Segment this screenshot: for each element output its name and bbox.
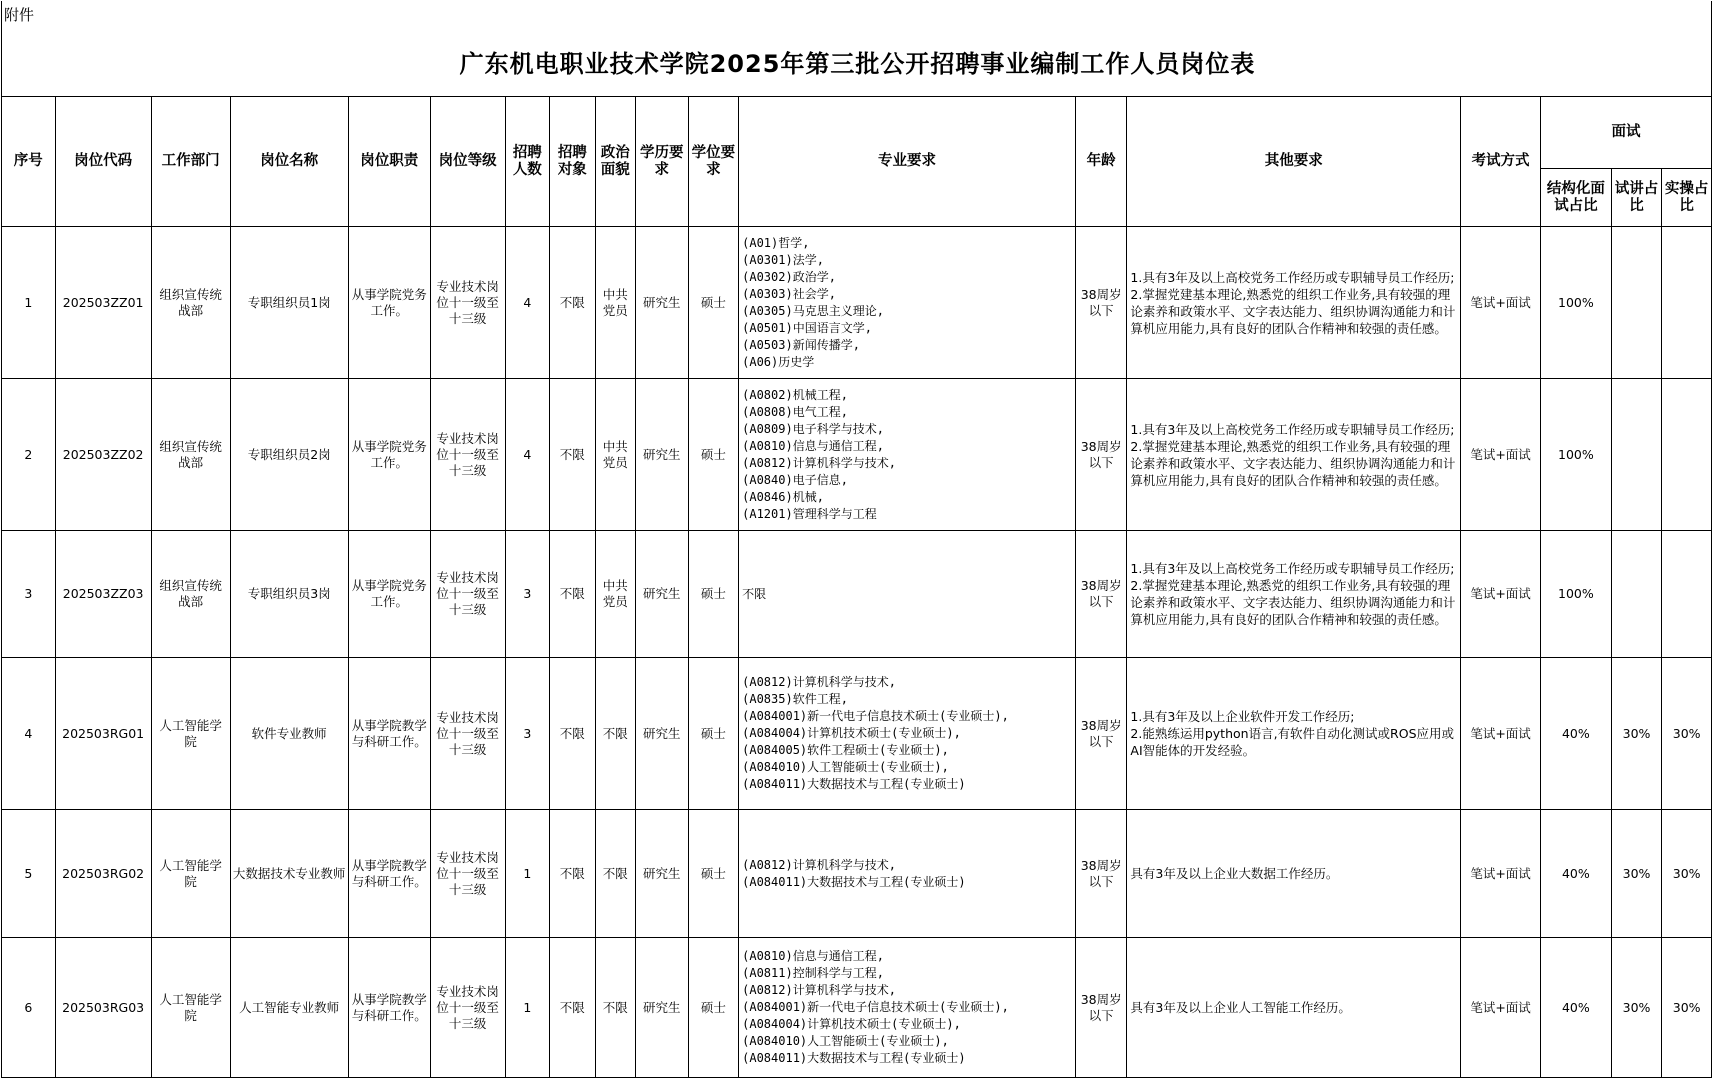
cell-practical: 30% xyxy=(1662,810,1712,938)
attachment-label: 附件 xyxy=(4,6,35,24)
cell-grade: 专业技术岗位十一级至十三级 xyxy=(430,531,505,658)
cell-major-line: (A084005)软件工程硕士(专业硕士), xyxy=(742,743,949,757)
cell-other-line: 具有3年及以上企业人工智能工作经历。 xyxy=(1130,1000,1351,1015)
cell-major-line: (A0846)机械, xyxy=(742,489,824,504)
cell-practical: 30% xyxy=(1662,658,1712,810)
cell-age: 38周岁以下 xyxy=(1075,531,1127,658)
header-seq: 序号 xyxy=(2,97,56,227)
cell-count: 1 xyxy=(505,810,549,938)
cell-exam: 笔试+面试 xyxy=(1461,658,1541,810)
cell-age: 38周岁以下 xyxy=(1075,379,1127,531)
cell-target: 不限 xyxy=(550,810,596,938)
cell-structured: 100% xyxy=(1541,531,1612,658)
cell-education: 研究生 xyxy=(636,810,689,938)
cell-major-line: (A01)哲学, xyxy=(742,235,810,250)
cell-major xyxy=(739,810,1076,938)
header-structured: 结构化面试占比 xyxy=(1541,169,1612,227)
cell-name: 专职组织员3岗 xyxy=(230,531,348,658)
cell-degree: 硕士 xyxy=(688,379,739,531)
cell-age: 38周岁以下 xyxy=(1075,227,1127,379)
cell-code: 202503ZZ02 xyxy=(55,379,151,531)
cell-degree: 硕士 xyxy=(688,658,739,810)
cell-grade: 专业技术岗位十一级至十三级 xyxy=(430,938,505,1078)
cell-age: 38周岁以下 xyxy=(1075,658,1127,810)
cell-exam: 笔试+面试 xyxy=(1461,938,1541,1078)
cell-major-line: (A084004)计算机技术硕士(专业硕士), xyxy=(742,726,961,740)
cell-dept: 人工智能学院 xyxy=(151,810,230,938)
cell-seq: 5 xyxy=(2,810,56,938)
cell-major xyxy=(739,938,1076,1078)
cell-other xyxy=(1127,938,1461,1078)
cell-political: 中共党员 xyxy=(595,227,635,379)
cell-other xyxy=(1127,658,1461,810)
cell-other-line: 2.能熟练运用python语言,有软件自动化测试或ROS应用或AI智能体的开发经验。 xyxy=(1130,726,1455,758)
cell-duty: 从事学院党务工作。 xyxy=(348,379,430,531)
table-row xyxy=(2,227,1712,379)
cell-major-line: (A0301)法学, xyxy=(742,252,824,267)
cell-structured: 40% xyxy=(1541,938,1612,1078)
cell-exam: 笔试+面试 xyxy=(1461,531,1541,658)
header-duty: 岗位职责 xyxy=(348,97,430,227)
cell-lecture xyxy=(1611,379,1662,531)
cell-structured: 40% xyxy=(1541,810,1612,938)
cell-other-line: 2.掌握党建基本理论,熟悉党的组织工作业务,具有较强的理论素养和政策水平、文字表达能力、组织协调沟通能力和计算机应用能力,具有良好的团队合作精神和较强的责任感。 xyxy=(1130,578,1456,627)
table-body xyxy=(2,227,1712,1078)
cell-major-line: (A0812)计算机科学与技术, xyxy=(742,675,896,689)
cell-dept: 人工智能学院 xyxy=(151,658,230,810)
cell-degree: 硕士 xyxy=(688,531,739,658)
cell-code: 202503RG01 xyxy=(55,658,151,810)
cell-major-line: 不限 xyxy=(742,586,767,601)
cell-practical: 30% xyxy=(1662,938,1712,1078)
cell-code: 202503ZZ01 xyxy=(55,227,151,379)
cell-lecture: 30% xyxy=(1611,938,1662,1078)
cell-other-line: 1.具有3年及以上高校党务工作经历或专职辅导员工作经历; xyxy=(1130,269,1455,285)
cell-major-line: (A1201)管理科学与工程 xyxy=(742,506,877,521)
cell-major xyxy=(739,531,1076,658)
cell-target: 不限 xyxy=(550,227,596,379)
header-major: 专业要求 xyxy=(739,97,1076,227)
cell-other xyxy=(1127,531,1461,658)
cell-structured: 40% xyxy=(1541,658,1612,810)
cell-code: 202503RG02 xyxy=(55,810,151,938)
cell-code: 202503ZZ03 xyxy=(55,531,151,658)
cell-major-line: (A0810)信息与通信工程, xyxy=(742,438,884,453)
header-political: 政治面貌 xyxy=(595,97,635,227)
cell-education: 研究生 xyxy=(636,938,689,1078)
header-degree: 学位要求 xyxy=(688,97,739,227)
positions-table xyxy=(1,96,1712,1078)
cell-major-line: (A0802)机械工程, xyxy=(742,387,848,402)
cell-education: 研究生 xyxy=(636,658,689,810)
cell-dept: 组织宣传统战部 xyxy=(151,379,230,531)
cell-grade: 专业技术岗位十一级至十三级 xyxy=(430,658,505,810)
cell-duty: 从事学院党务工作。 xyxy=(348,227,430,379)
cell-major xyxy=(739,227,1076,379)
cell-count: 1 xyxy=(505,938,549,1078)
cell-lecture: 30% xyxy=(1611,810,1662,938)
cell-other-line: 1.具有3年及以上企业软件开发工作经历; xyxy=(1130,709,1355,724)
header-row xyxy=(2,97,1712,169)
cell-degree: 硕士 xyxy=(688,227,739,379)
cell-major-line: (A06)历史学 xyxy=(742,354,815,369)
cell-structured: 100% xyxy=(1541,227,1612,379)
cell-code: 202503RG03 xyxy=(55,938,151,1078)
cell-major-line: (A084011)大数据技术与工程(专业硕士) xyxy=(742,874,966,889)
cell-practical xyxy=(1662,379,1712,531)
cell-major-line: (A084004)计算机技术硕士(专业硕士), xyxy=(742,1017,961,1031)
cell-major-line: (A0503)新闻传播学, xyxy=(742,337,860,352)
cell-other xyxy=(1127,810,1461,938)
cell-name: 人工智能专业教师 xyxy=(230,938,348,1078)
cell-grade: 专业技术岗位十一级至十三级 xyxy=(430,227,505,379)
cell-count: 3 xyxy=(505,531,549,658)
cell-seq: 2 xyxy=(2,379,56,531)
page-title: 广东机电职业技术学院2025年第三批公开招聘事业编制工作人员岗位表 xyxy=(459,50,1256,78)
cell-major-line: (A0305)马克思主义理论, xyxy=(742,303,884,318)
cell-major-line: (A0812)计算机科学与技术, xyxy=(742,983,896,997)
cell-other-line: 2.掌握党建基本理论,熟悉党的组织工作业务,具有较强的理论素养和政策水平、文字表达能力、组织协调沟通能力和计算机应用能力,具有良好的团队合作精神和较强的责任感。 xyxy=(1130,438,1456,488)
cell-target: 不限 xyxy=(550,938,596,1078)
header-lecture: 试讲占比 xyxy=(1611,169,1662,227)
cell-other-line: 1.具有3年及以上高校党务工作经历或专职辅导员工作经历; xyxy=(1130,561,1455,576)
cell-other-line: 具有3年及以上企业大数据工作经历。 xyxy=(1130,866,1339,881)
cell-target: 不限 xyxy=(550,379,596,531)
cell-major-line: (A0840)电子信息, xyxy=(742,472,848,487)
cell-other-line: 1.具有3年及以上高校党务工作经历或专职辅导员工作经历; xyxy=(1130,421,1455,437)
cell-major-line: (A0812)计算机科学与技术, xyxy=(742,857,896,872)
header-name: 岗位名称 xyxy=(230,97,348,227)
table-row xyxy=(2,379,1712,531)
cell-political: 不限 xyxy=(595,658,635,810)
table-row xyxy=(2,531,1712,658)
cell-major-line: (A0302)政治学, xyxy=(742,269,836,284)
header-other: 其他要求 xyxy=(1127,97,1461,227)
cell-major-line: (A084011)大数据技术与工程(专业硕士) xyxy=(742,777,966,791)
cell-age: 38周岁以下 xyxy=(1075,938,1127,1078)
cell-major-line: (A0835)软件工程, xyxy=(742,692,848,706)
cell-name: 大数据技术专业教师 xyxy=(230,810,348,938)
cell-target: 不限 xyxy=(550,658,596,810)
cell-name: 软件专业教师 xyxy=(230,658,348,810)
header-count: 招聘人数 xyxy=(505,97,549,227)
cell-major-line: (A0809)电子科学与技术, xyxy=(742,421,884,436)
cell-major-line: (A0303)社会学, xyxy=(742,286,836,301)
cell-major-line: (A084011)大数据技术与工程(专业硕士) xyxy=(742,1051,966,1065)
table-row xyxy=(2,658,1712,810)
header-dept: 工作部门 xyxy=(151,97,230,227)
cell-name: 专职组织员1岗 xyxy=(230,227,348,379)
cell-major-line: (A0811)控制科学与工程, xyxy=(742,966,884,980)
header-interview: 面试 xyxy=(1541,97,1712,169)
header-education: 学历要求 xyxy=(636,97,689,227)
cell-age: 38周岁以下 xyxy=(1075,810,1127,938)
cell-major-line: (A0810)信息与通信工程, xyxy=(742,949,884,963)
cell-count: 3 xyxy=(505,658,549,810)
header-practical: 实操占比 xyxy=(1662,169,1712,227)
cell-political: 不限 xyxy=(595,810,635,938)
cell-major xyxy=(739,379,1076,531)
cell-education: 研究生 xyxy=(636,227,689,379)
cell-exam: 笔试+面试 xyxy=(1461,379,1541,531)
cell-political: 不限 xyxy=(595,938,635,1078)
cell-target: 不限 xyxy=(550,531,596,658)
cell-political: 中共党员 xyxy=(595,379,635,531)
cell-major-line: (A0812)计算机科学与技术, xyxy=(742,455,896,470)
cell-major-line: (A084010)人工智能硕士(专业硕士), xyxy=(742,1034,949,1048)
cell-duty: 从事学院教学与科研工作。 xyxy=(348,658,430,810)
cell-major-line: (A084001)新一代电子信息技术硕士(专业硕士), xyxy=(742,1000,1009,1014)
cell-lecture xyxy=(1611,227,1662,379)
cell-seq: 4 xyxy=(2,658,56,810)
cell-count: 4 xyxy=(505,379,549,531)
cell-lecture xyxy=(1611,531,1662,658)
cell-duty: 从事学院党务工作。 xyxy=(348,531,430,658)
cell-major-line: (A0808)电气工程, xyxy=(742,404,848,419)
cell-lecture: 30% xyxy=(1611,658,1662,810)
cell-political: 中共党员 xyxy=(595,531,635,658)
cell-major-line: (A084001)新一代电子信息技术硕士(专业硕士), xyxy=(742,709,1009,723)
header-grade: 岗位等级 xyxy=(430,97,505,227)
cell-duty: 从事学院教学与科研工作。 xyxy=(348,810,430,938)
cell-seq: 6 xyxy=(2,938,56,1078)
header-age: 年龄 xyxy=(1075,97,1127,227)
cell-other xyxy=(1127,227,1461,379)
cell-grade: 专业技术岗位十一级至十三级 xyxy=(430,810,505,938)
cell-seq: 3 xyxy=(2,531,56,658)
header-code: 岗位代码 xyxy=(55,97,151,227)
cell-practical xyxy=(1662,531,1712,658)
cell-dept: 组织宣传统战部 xyxy=(151,531,230,658)
cell-degree: 硕士 xyxy=(688,938,739,1078)
table-row xyxy=(2,938,1712,1078)
cell-count: 4 xyxy=(505,227,549,379)
cell-exam: 笔试+面试 xyxy=(1461,227,1541,379)
cell-dept: 组织宣传统战部 xyxy=(151,227,230,379)
cell-degree: 硕士 xyxy=(688,810,739,938)
cell-structured: 100% xyxy=(1541,379,1612,531)
cell-grade: 专业技术岗位十一级至十三级 xyxy=(430,379,505,531)
cell-other-line: 2.掌握党建基本理论,熟悉党的组织工作业务,具有较强的理论素养和政策水平、文字表达能力、组织协调沟通能力和计算机应用能力,具有良好的团队合作精神和较强的责任感。 xyxy=(1130,286,1456,336)
header-target: 招聘对象 xyxy=(550,97,596,227)
cell-major-line: (A0501)中国语言文学, xyxy=(742,320,872,335)
table-row xyxy=(2,810,1712,938)
cell-dept: 人工智能学院 xyxy=(151,938,230,1078)
cell-education: 研究生 xyxy=(636,531,689,658)
header-exam: 考试方式 xyxy=(1461,97,1541,227)
cell-major-line: (A084010)人工智能硕士(专业硕士), xyxy=(742,760,949,774)
cell-other xyxy=(1127,379,1461,531)
cell-major xyxy=(739,658,1076,810)
cell-duty: 从事学院教学与科研工作。 xyxy=(348,938,430,1078)
cell-exam: 笔试+面试 xyxy=(1461,810,1541,938)
cell-education: 研究生 xyxy=(636,379,689,531)
cell-name: 专职组织员2岗 xyxy=(230,379,348,531)
cell-seq: 1 xyxy=(2,227,56,379)
cell-practical xyxy=(1662,227,1712,379)
